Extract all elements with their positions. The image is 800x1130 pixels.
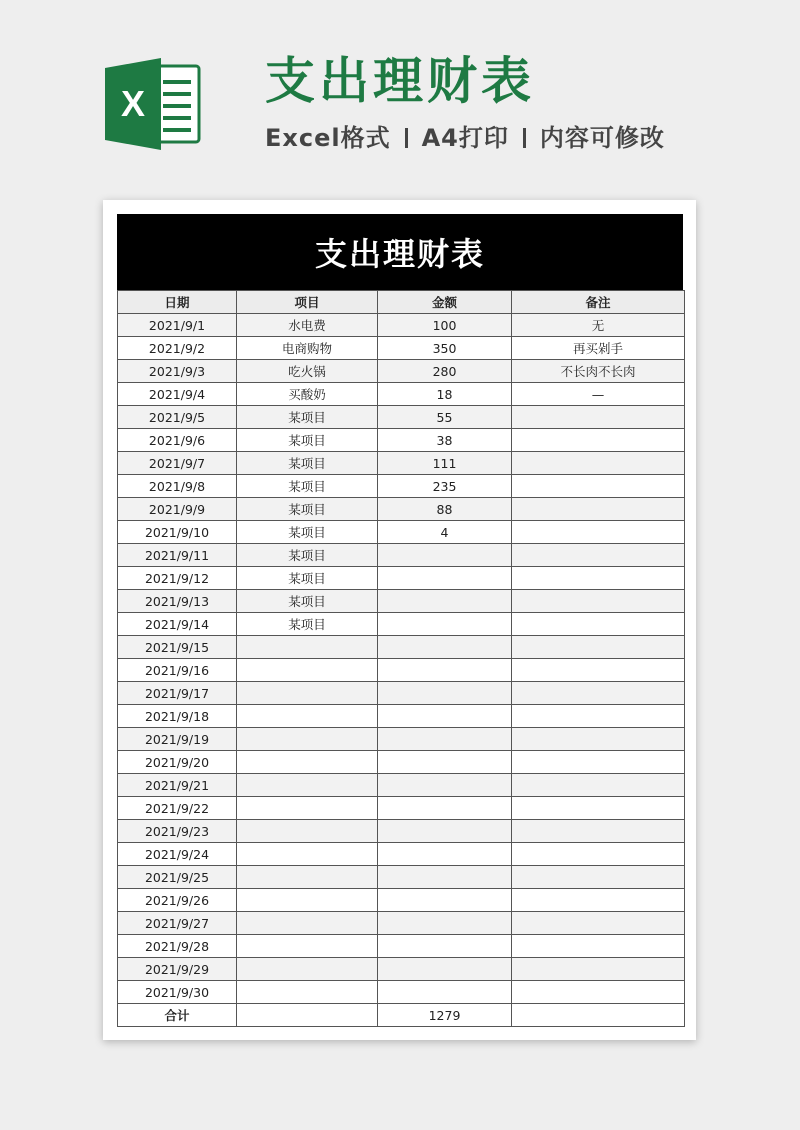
table-row bbox=[118, 337, 685, 360]
amount-cell[interactable] bbox=[378, 636, 512, 659]
amount-cell[interactable]: 55 bbox=[378, 406, 512, 429]
note-cell[interactable] bbox=[512, 429, 685, 452]
amount-cell[interactable]: 88 bbox=[378, 498, 512, 521]
note-cell[interactable] bbox=[512, 843, 685, 866]
item-cell[interactable] bbox=[237, 866, 378, 889]
item-cell[interactable] bbox=[237, 935, 378, 958]
subtitle-print: A4打印 bbox=[421, 124, 509, 152]
amount-cell[interactable] bbox=[378, 889, 512, 912]
amount-cell[interactable]: 350 bbox=[378, 337, 512, 360]
date-cell[interactable]: 2021/9/11 bbox=[118, 544, 237, 567]
amount-cell[interactable] bbox=[378, 797, 512, 820]
item-cell[interactable] bbox=[237, 728, 378, 751]
item-cell[interactable]: 吃火锅 bbox=[237, 360, 378, 383]
total-label[interactable]: 合计 bbox=[118, 1004, 237, 1027]
table-row bbox=[118, 567, 685, 590]
total-row bbox=[118, 1004, 685, 1027]
column-header-amount[interactable]: 金额 bbox=[378, 291, 512, 314]
date-cell[interactable]: 2021/9/2 bbox=[118, 337, 237, 360]
note-cell[interactable] bbox=[512, 659, 685, 682]
table-header-row bbox=[118, 291, 685, 314]
amount-cell[interactable] bbox=[378, 774, 512, 797]
date-cell[interactable]: 2021/9/22 bbox=[118, 797, 237, 820]
amount-cell[interactable] bbox=[378, 590, 512, 613]
table-row bbox=[118, 452, 685, 475]
date-cell[interactable]: 2021/9/18 bbox=[118, 705, 237, 728]
item-cell[interactable] bbox=[237, 659, 378, 682]
item-cell[interactable]: 某项目 bbox=[237, 498, 378, 521]
date-cell[interactable]: 2021/9/28 bbox=[118, 935, 237, 958]
note-cell[interactable] bbox=[512, 613, 685, 636]
note-cell[interactable] bbox=[512, 705, 685, 728]
note-cell[interactable]: 不长肉不长肉 bbox=[512, 360, 685, 383]
table-row bbox=[118, 429, 685, 452]
item-cell[interactable] bbox=[237, 843, 378, 866]
date-cell[interactable]: 2021/9/21 bbox=[118, 774, 237, 797]
note-cell[interactable] bbox=[512, 590, 685, 613]
amount-cell[interactable] bbox=[378, 912, 512, 935]
note-cell[interactable] bbox=[512, 935, 685, 958]
note-cell[interactable] bbox=[512, 567, 685, 590]
column-header-date[interactable]: 日期 bbox=[118, 291, 237, 314]
amount-cell[interactable]: 100 bbox=[378, 314, 512, 337]
table-row bbox=[118, 797, 685, 820]
item-cell[interactable]: 某项目 bbox=[237, 613, 378, 636]
sheet-banner-title: 支出理财表 bbox=[117, 214, 683, 290]
date-cell[interactable]: 2021/9/14 bbox=[118, 613, 237, 636]
table-row bbox=[118, 406, 685, 429]
date-cell[interactable]: 2021/9/19 bbox=[118, 728, 237, 751]
item-cell[interactable] bbox=[237, 636, 378, 659]
note-cell[interactable] bbox=[512, 636, 685, 659]
item-cell[interactable] bbox=[237, 705, 378, 728]
table-row bbox=[118, 383, 685, 406]
date-cell[interactable]: 2021/9/8 bbox=[118, 475, 237, 498]
amount-cell[interactable] bbox=[378, 866, 512, 889]
item-cell[interactable]: 某项目 bbox=[237, 544, 378, 567]
note-cell[interactable] bbox=[512, 682, 685, 705]
table-row bbox=[118, 751, 685, 774]
date-cell[interactable]: 2021/9/10 bbox=[118, 521, 237, 544]
note-cell[interactable] bbox=[512, 452, 685, 475]
amount-cell[interactable] bbox=[378, 728, 512, 751]
item-cell[interactable] bbox=[237, 912, 378, 935]
subtitle-editable: 内容可修改 bbox=[539, 124, 665, 152]
page-header bbox=[0, 0, 800, 200]
excel-logo-icon bbox=[103, 58, 203, 150]
amount-cell[interactable] bbox=[378, 659, 512, 682]
column-header-note[interactable]: 备注 bbox=[512, 291, 685, 314]
amount-cell[interactable]: 235 bbox=[378, 475, 512, 498]
amount-cell[interactable] bbox=[378, 843, 512, 866]
date-cell[interactable]: 2021/9/25 bbox=[118, 866, 237, 889]
note-cell[interactable] bbox=[512, 728, 685, 751]
date-cell[interactable]: 2021/9/5 bbox=[118, 406, 237, 429]
item-cell[interactable] bbox=[237, 682, 378, 705]
amount-cell[interactable]: 280 bbox=[378, 360, 512, 383]
amount-cell[interactable]: 38 bbox=[378, 429, 512, 452]
item-cell[interactable]: 某项目 bbox=[237, 567, 378, 590]
total-amount[interactable]: 1279 bbox=[378, 1004, 512, 1027]
table-row bbox=[118, 912, 685, 935]
amount-cell[interactable] bbox=[378, 935, 512, 958]
excel-logo-letter: X bbox=[120, 83, 146, 124]
item-cell[interactable] bbox=[237, 958, 378, 981]
table-row bbox=[118, 544, 685, 567]
column-header-item[interactable]: 项目 bbox=[237, 291, 378, 314]
table-row bbox=[118, 935, 685, 958]
date-cell[interactable]: 2021/9/26 bbox=[118, 889, 237, 912]
subtitle-format: Excel格式 bbox=[265, 124, 391, 152]
note-cell[interactable] bbox=[512, 820, 685, 843]
subtitle-separator bbox=[405, 128, 408, 148]
date-cell[interactable]: 2021/9/12 bbox=[118, 567, 237, 590]
date-cell[interactable]: 2021/9/30 bbox=[118, 981, 237, 1004]
date-cell[interactable]: 2021/9/9 bbox=[118, 498, 237, 521]
amount-cell[interactable] bbox=[378, 613, 512, 636]
item-cell[interactable]: 电商购物 bbox=[237, 337, 378, 360]
note-cell[interactable] bbox=[512, 475, 685, 498]
note-cell[interactable]: 再买剁手 bbox=[512, 337, 685, 360]
item-cell[interactable]: 水电费 bbox=[237, 314, 378, 337]
amount-cell[interactable] bbox=[378, 544, 512, 567]
amount-cell[interactable] bbox=[378, 958, 512, 981]
date-cell[interactable]: 2021/9/29 bbox=[118, 958, 237, 981]
date-cell[interactable]: 2021/9/24 bbox=[118, 843, 237, 866]
date-cell[interactable]: 2021/9/17 bbox=[118, 682, 237, 705]
page-title: 支出理财表 bbox=[265, 52, 535, 110]
item-cell[interactable] bbox=[237, 889, 378, 912]
amount-cell[interactable] bbox=[378, 820, 512, 843]
amount-cell[interactable]: 18 bbox=[378, 383, 512, 406]
note-cell[interactable] bbox=[512, 866, 685, 889]
table-row bbox=[118, 613, 685, 636]
amount-cell[interactable] bbox=[378, 751, 512, 774]
total-note-cell[interactable] bbox=[512, 1004, 685, 1027]
item-cell[interactable]: 某项目 bbox=[237, 452, 378, 475]
item-cell[interactable]: 某项目 bbox=[237, 475, 378, 498]
note-cell[interactable] bbox=[512, 751, 685, 774]
page-subtitle bbox=[265, 126, 665, 150]
table-row bbox=[118, 889, 685, 912]
table-row bbox=[118, 590, 685, 613]
amount-cell[interactable] bbox=[378, 682, 512, 705]
item-cell[interactable] bbox=[237, 797, 378, 820]
item-cell[interactable]: 某项目 bbox=[237, 406, 378, 429]
table-row bbox=[118, 774, 685, 797]
item-cell[interactable] bbox=[237, 751, 378, 774]
item-cell[interactable] bbox=[237, 774, 378, 797]
table-row bbox=[118, 659, 685, 682]
amount-cell[interactable] bbox=[378, 981, 512, 1004]
date-cell[interactable]: 2021/9/23 bbox=[118, 820, 237, 843]
table-row bbox=[118, 843, 685, 866]
spreadsheet-page bbox=[103, 200, 696, 1040]
date-cell[interactable]: 2021/9/4 bbox=[118, 383, 237, 406]
note-cell[interactable] bbox=[512, 498, 685, 521]
note-cell[interactable]: 无 bbox=[512, 314, 685, 337]
note-cell[interactable] bbox=[512, 521, 685, 544]
table-row bbox=[118, 705, 685, 728]
amount-cell[interactable]: 111 bbox=[378, 452, 512, 475]
note-cell[interactable] bbox=[512, 889, 685, 912]
note-cell[interactable] bbox=[512, 774, 685, 797]
date-cell[interactable]: 2021/9/7 bbox=[118, 452, 237, 475]
item-cell[interactable]: 某项目 bbox=[237, 429, 378, 452]
date-cell[interactable]: 2021/9/16 bbox=[118, 659, 237, 682]
note-cell[interactable] bbox=[512, 544, 685, 567]
table-row bbox=[118, 866, 685, 889]
amount-cell[interactable] bbox=[378, 705, 512, 728]
item-cell[interactable] bbox=[237, 820, 378, 843]
date-cell[interactable]: 2021/9/13 bbox=[118, 590, 237, 613]
date-cell[interactable]: 2021/9/27 bbox=[118, 912, 237, 935]
table-row bbox=[118, 521, 685, 544]
date-cell[interactable]: 2021/9/3 bbox=[118, 360, 237, 383]
note-cell[interactable] bbox=[512, 406, 685, 429]
table-row bbox=[118, 636, 685, 659]
item-cell[interactable]: 某项目 bbox=[237, 521, 378, 544]
note-cell[interactable] bbox=[512, 958, 685, 981]
subtitle-separator bbox=[523, 128, 526, 148]
amount-cell[interactable] bbox=[378, 567, 512, 590]
date-cell[interactable]: 2021/9/6 bbox=[118, 429, 237, 452]
item-cell[interactable]: 某项目 bbox=[237, 590, 378, 613]
date-cell[interactable]: 2021/9/1 bbox=[118, 314, 237, 337]
table-row bbox=[118, 360, 685, 383]
expense-table bbox=[117, 290, 685, 1027]
total-item-cell[interactable] bbox=[237, 1004, 378, 1027]
table-row bbox=[118, 498, 685, 521]
table-row bbox=[118, 820, 685, 843]
note-cell[interactable]: — bbox=[512, 383, 685, 406]
item-cell[interactable]: 买酸奶 bbox=[237, 383, 378, 406]
item-cell[interactable] bbox=[237, 981, 378, 1004]
note-cell[interactable] bbox=[512, 797, 685, 820]
table-row bbox=[118, 475, 685, 498]
table-row bbox=[118, 958, 685, 981]
table-row bbox=[118, 682, 685, 705]
date-cell[interactable]: 2021/9/15 bbox=[118, 636, 237, 659]
table-row bbox=[118, 981, 685, 1004]
table-row bbox=[118, 728, 685, 751]
note-cell[interactable] bbox=[512, 912, 685, 935]
amount-cell[interactable]: 4 bbox=[378, 521, 512, 544]
table-row bbox=[118, 314, 685, 337]
date-cell[interactable]: 2021/9/20 bbox=[118, 751, 237, 774]
note-cell[interactable] bbox=[512, 981, 685, 1004]
